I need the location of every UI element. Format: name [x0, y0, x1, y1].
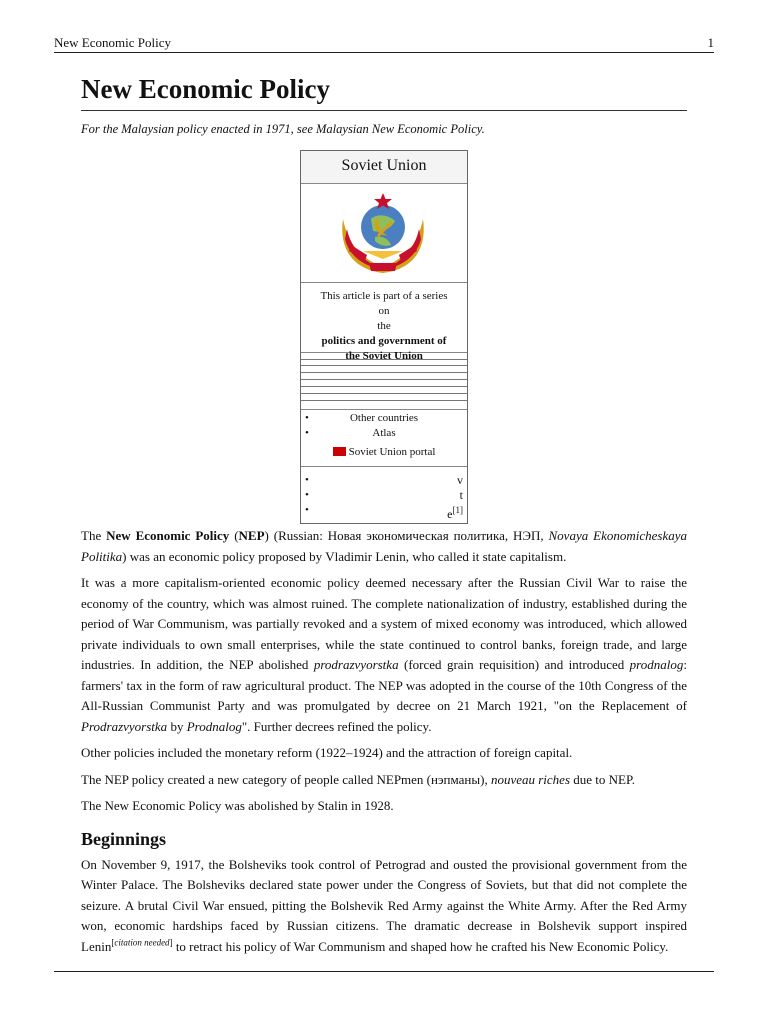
text: to retract his policy of War Communism and shaped how he crafted his New Economic Policy.	[172, 938, 669, 954]
paragraph-beginnings	[81, 855, 687, 958]
infobox-emblem	[301, 184, 467, 283]
infobox-navbar	[301, 467, 467, 523]
list-divider	[301, 365, 467, 366]
page-title: New Economic Policy	[81, 70, 687, 111]
paragraph-other-policies: Other policies included the monetary reform (1922–1924) and the attraction of foreign capital.	[81, 745, 573, 760]
running-header	[54, 34, 714, 53]
bullet: •	[305, 504, 309, 516]
nav-edit-link[interactable]: e	[447, 507, 453, 521]
list-divider	[301, 386, 467, 387]
italic-term: prodnalog	[629, 657, 684, 672]
infobox	[300, 150, 468, 524]
italic-term: prodrazvyorstka	[313, 657, 399, 672]
nav-view-link[interactable]: v	[457, 473, 463, 487]
text: ) was an economic policy proposed by Vladimir Lenin, who called it state capitalism.	[122, 548, 567, 564]
list-divider	[301, 372, 467, 373]
italic-term: Prodrazvyorstka	[81, 718, 168, 734]
series-bold-1[interactable]: politics and government of	[321, 335, 447, 347]
infobox-series-note	[301, 283, 467, 362]
bullet: •	[305, 412, 309, 424]
link-atlas[interactable]: Atlas	[372, 427, 396, 439]
bullet: •	[305, 489, 309, 501]
list-divider	[301, 400, 467, 401]
text: ". Further decrees refined the policy.	[241, 718, 432, 734]
nav-talk-link[interactable]: t	[459, 488, 463, 502]
infobox-link-row	[301, 445, 467, 459]
paragraph-nepmen	[81, 770, 687, 791]
text: It was a more capitalism-oriented economic policy deemed necessary after the Russian Civil War to raise the economy of the country, which was almost ruined. The complete nationalization of industry, established during the period of War Communism, was partially revoked and a system of mixed economy was introduced, which allowed private individuals to own small enterprises, while the state continued to control banks, foreign trade, and large industries. In addition, the NEP abolished	[81, 575, 687, 672]
footer-rule	[54, 971, 714, 972]
article-body	[81, 526, 687, 963]
text: The	[81, 528, 107, 543]
text: On November 9, 1917, the Bolsheviks took control of Petrograd and ousted the provisional government from the Winter Palace. The Bolsheviks declared state power under the Congress of Soviets, but that did not complete the seizure. A brutal Civil War ensued, pitting the Bolshevik Red Army against the White Army. After the Red Army won, economic hardships faced by Russian citizens. The dramatic decrease in Bolshevik support inspired Lenin	[81, 856, 687, 954]
infobox-link-row	[301, 426, 467, 440]
page-number: 1	[707, 35, 714, 50]
infobox-link-row	[301, 411, 467, 425]
nav-edit-link-wrap	[447, 503, 463, 521]
bold-term: NEP	[238, 528, 265, 543]
italic-term: Novaya Ekonomicheskaya Politika	[81, 528, 687, 564]
italic-term: nouveau riches	[490, 771, 571, 787]
text: : farmers' tax in the form of raw agricultural product. The NEP was adopted in the course of the 10th Congress of the All-Russian Communist Party and was promulgated by decree on 21 March 1921, "on the Replacement of	[81, 657, 687, 713]
navbar-row	[301, 473, 467, 487]
paragraph-intro	[81, 526, 687, 567]
text: The NEP policy created a new category of people called NEPmen (нэпманы),	[81, 771, 491, 787]
paragraph-description	[81, 573, 687, 737]
infobox-collapsed-lists	[301, 353, 467, 410]
series-line-1: This article is part of a series on	[320, 290, 448, 317]
text: (forced grain requisition) and introduced	[398, 657, 630, 672]
series-bold-2[interactable]: the Soviet Union	[345, 350, 423, 362]
link-other-countries[interactable]: Other countries	[349, 412, 419, 424]
navbar-row	[301, 503, 467, 521]
link-soviet-union-portal[interactable]: Soviet Union portal	[348, 446, 436, 458]
portal-link-wrap[interactable]	[301, 445, 467, 459]
section-heading-beginnings: Beginnings	[81, 828, 167, 849]
bullet: •	[305, 474, 309, 486]
series-line-2: the	[377, 320, 391, 332]
list-divider	[301, 359, 467, 360]
infobox-header: Soviet Union	[301, 151, 467, 184]
bullet: •	[305, 427, 309, 439]
running-header-title: New Economic Policy	[54, 35, 171, 50]
text: (	[229, 528, 239, 543]
text: due to NEP.	[570, 771, 636, 787]
list-divider	[301, 393, 467, 394]
soviet-flag-icon	[333, 447, 346, 456]
reference-marker[interactable]: [1]	[452, 505, 463, 515]
text: ) (Russian: Новая экономическая политика, НЭП,	[264, 528, 549, 543]
citation-needed-text[interactable]: citation needed	[114, 937, 170, 948]
paragraph-abolished: The New Economic Policy was abolished by Stalin in 1928.	[81, 798, 394, 813]
hatnote[interactable]: For the Malaysian policy enacted in 1971, see Malaysian New Economic Policy.	[81, 122, 485, 136]
infobox-links	[301, 410, 467, 467]
italic-term: Prodnalog	[186, 718, 242, 734]
list-divider	[301, 379, 467, 380]
text: by	[167, 718, 187, 734]
soviet-emblem-icon	[333, 189, 433, 277]
navbar-row	[301, 488, 467, 502]
citation-needed-marker[interactable]: [citation needed]	[111, 937, 173, 948]
bold-term: New Economic Policy	[106, 528, 230, 543]
